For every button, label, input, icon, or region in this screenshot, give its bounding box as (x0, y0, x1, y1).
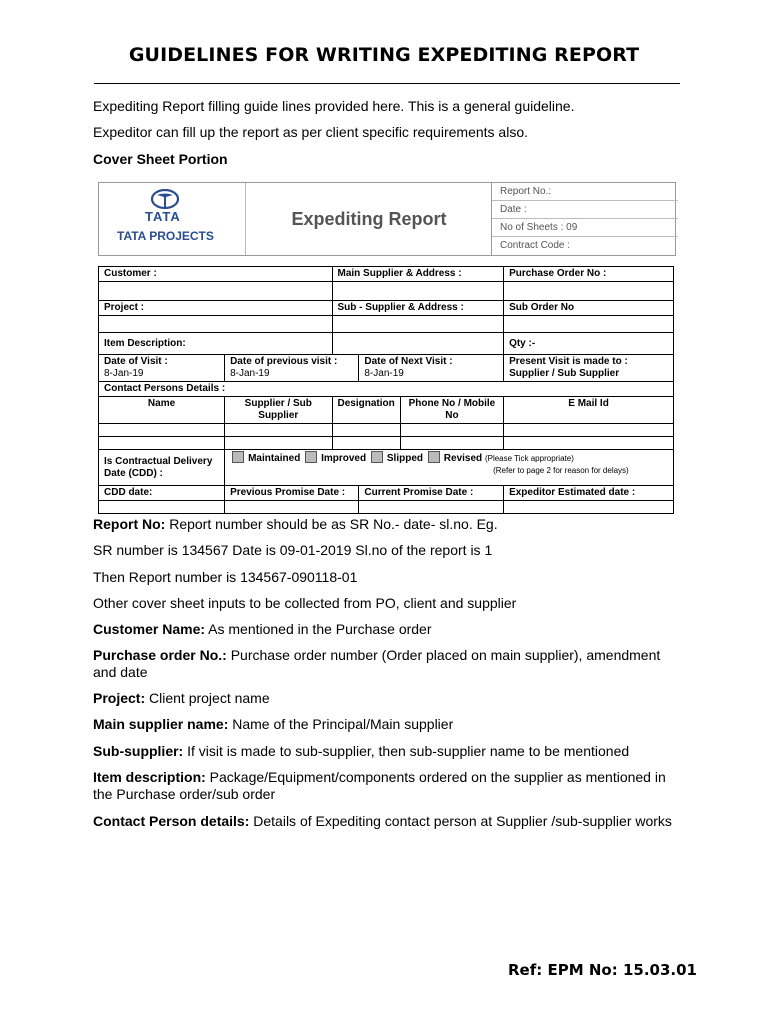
meta-sheets: No of Sheets : 09 (492, 219, 678, 237)
tata-logo-icon (151, 189, 179, 209)
guideline-label: Sub-supplier: (93, 743, 184, 759)
guideline-project (93, 690, 270, 707)
maintained-label: Maintained (248, 453, 301, 464)
qty-label: Qty :- (504, 333, 674, 355)
logo-mark-text: TATA (145, 209, 181, 224)
date-next-value: 8-Jan-19 (364, 368, 404, 379)
revised-checkbox[interactable] (428, 451, 440, 463)
guideline-label: Main supplier name: (93, 716, 229, 732)
guideline-po-no (93, 647, 687, 681)
guideline-text: Purchase order number (Order placed on main supplier), amendment and date (93, 647, 661, 680)
date-prev-visit (225, 355, 359, 382)
guideline-main-supplier (93, 716, 453, 733)
report-title: Expediting Report (245, 183, 492, 255)
main-supplier-label: Main Supplier & Address : (332, 267, 504, 282)
refer-note: (Refer to page 2 for reason for delays) (493, 466, 629, 475)
guideline-report-no (93, 516, 498, 533)
guideline-contact-person (93, 813, 672, 830)
guideline-sr-example (93, 542, 492, 559)
sub-supplier-label: Sub - Supplier & Address : (332, 301, 504, 316)
present-visit-label: Present Visit is made to : (509, 356, 628, 367)
guideline-text: Details of Expediting contact person at Supplier /sub-supplier works (249, 813, 672, 829)
cdd-options (225, 450, 674, 486)
guideline-label: Report No: (93, 516, 166, 532)
present-visit (504, 355, 674, 382)
guideline-label: Project: (93, 690, 146, 706)
maintained-checkbox[interactable] (232, 451, 244, 463)
guideline-label: Item description: (93, 769, 206, 785)
po-no-label: Purchase Order No : (504, 267, 674, 282)
guideline-other-inputs (93, 595, 516, 612)
guideline-text: Report number should be as SR No.- date- sl.no. Eg. (165, 516, 498, 532)
col-supplier: Supplier / Sub Supplier (225, 397, 332, 424)
intro-line-1: Expediting Report filling guide lines provided here. This is a general guideline. (93, 98, 575, 114)
guideline-item-description (93, 769, 687, 803)
sub-order-label: Sub Order No (504, 301, 674, 316)
date-prev-value: 8-Jan-19 (230, 368, 270, 379)
col-name: Name (99, 397, 225, 424)
report-meta (491, 183, 678, 255)
date-of-visit-value: 8-Jan-19 (104, 368, 144, 379)
present-visit-value: Supplier / Sub Supplier (509, 368, 620, 379)
date-next-visit (359, 355, 504, 382)
guideline-text: Package/Equipment/components ordered on the supplier as mentioned in the Purchase order/sub order (93, 769, 666, 802)
guideline-text: If visit is made to sub-supplier, then sub-supplier name to be mentioned (183, 743, 630, 759)
guideline-sub-supplier (93, 743, 629, 760)
col-phone: Phone No / Mobile No (400, 397, 503, 424)
title-rule (94, 83, 680, 84)
guideline-text: As mentioned in the Purchase order (205, 621, 432, 637)
guideline-label: Purchase order No.: (93, 647, 227, 663)
cdd-date-label: CDD date: (99, 486, 225, 501)
logo-company-text: TATA PROJECTS (117, 229, 214, 243)
guideline-text: Name of the Principal/Main supplier (228, 716, 454, 732)
cover-table (98, 266, 674, 514)
revised-label: Revised (443, 453, 483, 464)
date-of-visit (99, 355, 225, 382)
contact-persons-label: Contact Persons Details : (99, 382, 674, 397)
col-designation: Designation (332, 397, 400, 424)
cdd-label: Is Contractual Delivery Date (CDD) : (99, 450, 225, 486)
curr-promise-label: Current Promise Date : (359, 486, 504, 501)
slipped-checkbox[interactable] (371, 451, 383, 463)
improved-label: Improved (321, 453, 367, 464)
exp-estimated-label: Expeditor Estimated date : (504, 486, 674, 501)
guideline-text: Other cover sheet inputs to be collected from PO, client and supplier (93, 595, 517, 611)
tick-note: (Please Tick appropriate) (484, 454, 574, 463)
cover-heading: Cover Sheet Portion (93, 151, 228, 167)
guideline-customer-name (93, 621, 432, 638)
date-next-label: Date of Next Visit : (364, 356, 453, 367)
date-of-visit-label: Date of Visit : (104, 356, 168, 367)
cover-header (98, 182, 676, 256)
meta-date: Date : (492, 201, 678, 219)
guideline-label: Customer Name: (93, 621, 206, 637)
guideline-text: SR number is 134567 Date is 09-01-2019 Sl.no of the report is 1 (93, 542, 493, 558)
guideline-report-example (93, 569, 357, 586)
customer-label: Customer : (99, 267, 333, 282)
guideline-label: Contact Person details: (93, 813, 250, 829)
project-label: Project : (99, 301, 333, 316)
slipped-label: Slipped (386, 453, 424, 464)
col-email: E Mail Id (504, 397, 674, 424)
cover-sheet (98, 182, 676, 498)
tata-logo (99, 183, 245, 255)
item-description-label: Item Description: (99, 333, 333, 355)
intro-line-2: Expeditor can fill up the report as per client specific requirements also. (93, 124, 528, 140)
prev-promise-label: Previous Promise Date : (225, 486, 359, 501)
footer-ref: Ref: EPM No: 15.03.01 (508, 961, 697, 979)
date-prev-label: Date of previous visit : (230, 356, 338, 367)
meta-contract-code: Contract Code : (500, 240, 571, 251)
meta-report-no: Report No.: (492, 183, 678, 201)
page-title: GUIDELINES FOR WRITING EXPEDITING REPORT (128, 44, 640, 66)
guideline-text: Client project name (145, 690, 270, 706)
guideline-text: Then Report number is 134567-090118-01 (93, 569, 358, 585)
improved-checkbox[interactable] (305, 451, 317, 463)
